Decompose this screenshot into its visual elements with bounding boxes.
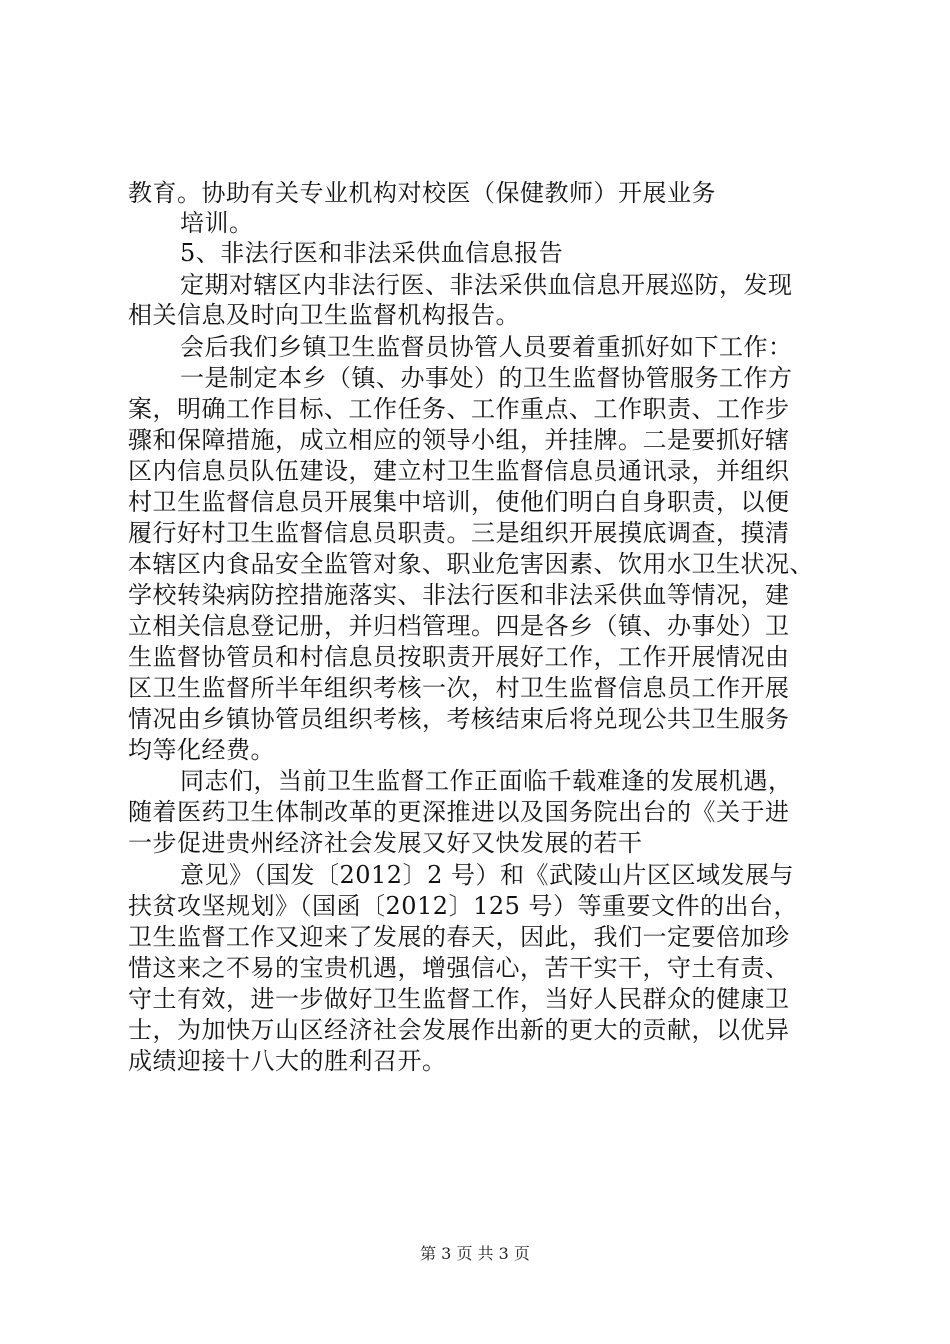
body-line: 一是制定本乡（镇、办事处）的卫生监督协管服务工作方 — [180, 364, 793, 392]
body-line: 成绩迎接十八大的胜利召开。 — [128, 1047, 447, 1075]
body-line: 培训。 — [180, 209, 254, 237]
body-line: 扶贫攻坚规划》（国函〔2012〕125 号）等重要文件的出台， — [128, 892, 799, 920]
body-line: 村卫生监督信息员开展集中培训，使他们明白自身职责，以便 — [128, 488, 790, 516]
body-line: 均等化经费。 — [128, 736, 275, 764]
body-line: 会后我们乡镇卫生监督员协管人员要着重抓好如下工作： — [180, 333, 793, 361]
body-line: 本辖区内食品安全监管对象、职业危害因素、饮用水卫生状况、 — [128, 550, 814, 578]
body-line: 定期对辖区内非法行医、非法采供血信息开展巡防，发现 — [180, 271, 793, 299]
body-line: 意见》（国发〔2012〕2 号）和《武陵山片区区域发展与 — [180, 861, 794, 889]
body-line: 随着医药卫生体制改革的更深推进以及国务院出台的《关于进 — [128, 798, 790, 826]
body-line: 履行好村卫生监督信息员职责。三是组织开展摸底调查，摸清 — [128, 519, 790, 547]
body-line: 惜这来之不易的宝贵机遇，增强信心，苦干实干，守土有责、 — [128, 954, 790, 982]
body-line: 卫生监督工作又迎来了发展的春天，因此，我们一定要倍加珍 — [128, 923, 790, 951]
body-line: 生监督协管员和村信息员按职责开展好工作，工作开展情况由 — [128, 643, 790, 671]
body-line: 同志们，当前卫生监督工作正面临千载难逢的发展机遇， — [180, 767, 793, 795]
body-line: 区卫生监督所半年组织考核一次，村卫生监督信息员工作开展 — [128, 674, 790, 702]
body-line: 守土有效，进一步做好卫生监督工作，当好人民群众的健康卫 — [128, 985, 790, 1013]
body-line: 一步促进贵州经济社会发展又好又快发展的若干 — [128, 829, 643, 857]
body-line: 区内信息员队伍建设，建立村卫生监督信息员通讯录，并组织 — [128, 457, 790, 485]
body-line: 相关信息及时向卫生监督机构报告。 — [128, 301, 520, 329]
body-line: 立相关信息登记册，并归档管理。四是各乡（镇、办事处）卫 — [128, 612, 790, 640]
body-line: 情况由乡镇协管员组织考核，考核结束后将兑现公共卫生服务 — [128, 705, 790, 733]
page-number-footer: 第 3 页 共 3 页 — [420, 1244, 530, 1263]
body-line: 教育。协助有关专业机构对校医（保健教师）开展业务 — [128, 179, 716, 207]
body-line: 骤和保障措施，成立相应的领导小组，并挂牌。二是要抓好辖 — [128, 426, 790, 454]
body-line: 学校转染病防控措施落实、非法行医和非法采供血等情况，建 — [128, 581, 790, 609]
section-heading: 5、非法行医和非法采供血信息报告 — [180, 239, 564, 267]
body-line: 案，明确工作目标、工作任务、工作重点、工作职责、工作步 — [128, 395, 790, 423]
body-line: 士，为加快万山区经济社会发展作出新的更大的贡献，以优异 — [128, 1016, 790, 1044]
